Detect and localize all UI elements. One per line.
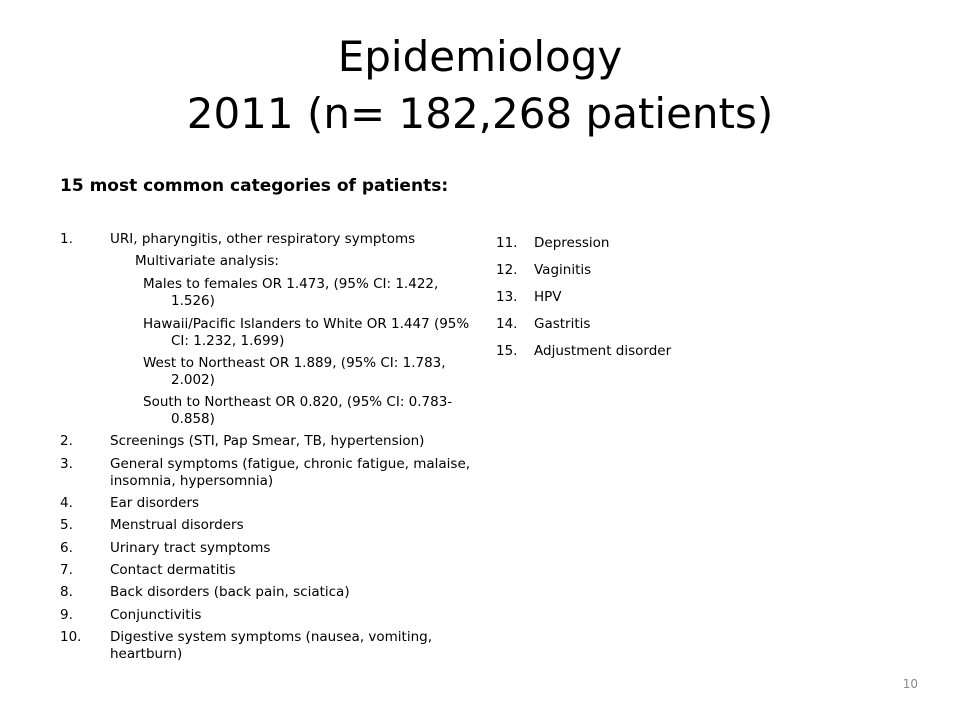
list-item-text: Vaginitis — [534, 262, 592, 278]
list-item — [60, 629, 480, 663]
list-item-number: 9. — [60, 606, 73, 623]
list-item-text: Conjunctivitis — [110, 606, 202, 623]
analysis-line: Males to females OR 1.473, (95% CI: 1.422, 1.526) — [143, 276, 439, 310]
list-item-number: 10. — [60, 628, 82, 645]
title-line-2: 2011 (n= 182,268 patients) — [186, 89, 774, 138]
list-item — [496, 343, 796, 360]
multivariate-heading: Multivariate analysis: — [135, 253, 279, 270]
list-item-number: 5. — [60, 517, 73, 534]
list-item — [496, 262, 796, 279]
left-list — [60, 231, 480, 668]
list-item-text: Back disorders (back pain, sciatica) — [110, 584, 350, 601]
list-item — [60, 562, 480, 579]
list-item — [60, 495, 480, 512]
list-item-text: Gastritis — [534, 316, 591, 332]
list-item-number: 14. — [496, 316, 518, 332]
list-item-text: Menstrual disorders — [110, 517, 244, 534]
list-item-text: Digestive system symptoms (nausea, vomiting, heartburn) — [110, 628, 433, 662]
title-line-1: Epidemiology — [337, 32, 623, 81]
list-item-number: 3. — [60, 455, 73, 472]
right-list — [496, 235, 796, 370]
analysis-line: Hawaii/Pacific Islanders to White OR 1.447 (95% CI: 1.232, 1.699) — [143, 315, 470, 349]
list-item-text: Urinary tract symptoms — [110, 539, 271, 556]
list-item-number: 1. — [60, 231, 73, 247]
list-item — [60, 517, 480, 534]
list-item — [496, 235, 796, 252]
list-item — [60, 607, 480, 624]
analysis-line: West to Northeast OR 1.889, (95% CI: 1.783, 2.002) — [143, 354, 446, 388]
list-item-number: 15. — [496, 343, 518, 359]
list-item-number: 6. — [60, 539, 73, 556]
list-item-number: 7. — [60, 561, 73, 578]
analysis-line: South to Northeast OR 0.820, (95% CI: 0.783-0.858) — [143, 394, 453, 428]
list-item-text: General symptoms (fatigue, chronic fatigue, malaise, insomnia, hypersomnia) — [110, 455, 471, 489]
list-item-number: 12. — [496, 262, 518, 278]
list-item-number: 13. — [496, 289, 518, 305]
page-number: 10 — [902, 677, 918, 691]
list-item-number: 11. — [496, 235, 518, 251]
list-item-text: Adjustment disorder — [534, 343, 672, 359]
list-item-number: 8. — [60, 584, 73, 601]
slide-title — [0, 28, 960, 142]
list-item — [60, 433, 480, 450]
list-item-number: 4. — [60, 495, 73, 512]
list-item — [60, 540, 480, 557]
list-item — [60, 584, 480, 601]
list-item-text: Depression — [534, 235, 610, 251]
list-item — [496, 316, 796, 333]
list-item-text: HPV — [534, 289, 562, 305]
list-heading: 15 most common categories of patients: — [60, 176, 449, 196]
list-item-text: Screenings (STI, Pap Smear, TB, hypertension) — [110, 433, 425, 450]
list-item — [60, 456, 480, 490]
list-item-number: 2. — [60, 433, 73, 450]
list-item-text: Contact dermatitis — [110, 561, 236, 578]
list-item — [60, 231, 480, 248]
list-item — [496, 289, 796, 306]
list-item-text: URI, pharyngitis, other respiratory symptoms — [110, 231, 416, 247]
list-item-text: Ear disorders — [110, 495, 200, 512]
